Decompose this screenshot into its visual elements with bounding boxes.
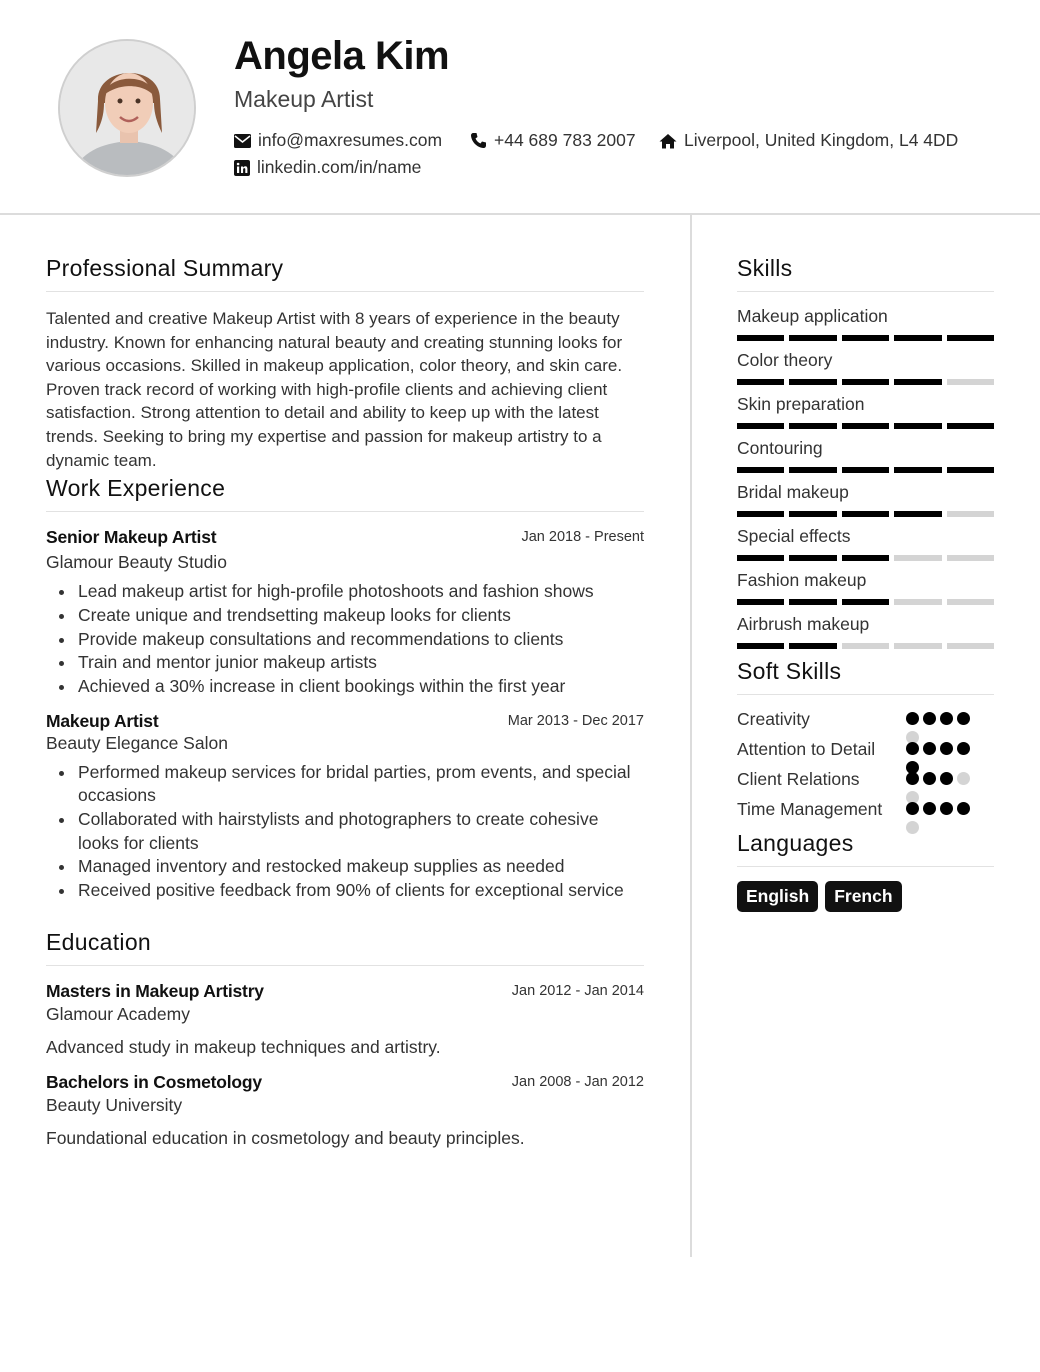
job-bullet: Create unique and trendsetting makeup looks for clients xyxy=(46,604,644,628)
rating-dot xyxy=(923,742,936,755)
skill-item xyxy=(737,350,994,385)
job-entry xyxy=(46,527,644,699)
skill-level-segment xyxy=(894,423,941,429)
education-description: Advanced study in makeup techniques and artistry. xyxy=(46,1036,441,1057)
job-bullets xyxy=(46,761,644,903)
rating-dot xyxy=(957,802,970,815)
rating-dot xyxy=(923,712,936,725)
language-badge: French xyxy=(825,881,901,912)
education-degree: Masters in Makeup Artistry xyxy=(46,980,264,1001)
skill-level-segment xyxy=(737,555,784,561)
skill-level-segment xyxy=(789,511,836,517)
candidate-title: Makeup Artist xyxy=(234,86,374,112)
skill-name: Fashion makeup xyxy=(737,570,867,590)
skill-level-segment xyxy=(789,599,836,605)
job-date: Jan 2018 - Present xyxy=(521,529,644,546)
job-title: Senior Makeup Artist xyxy=(46,527,217,548)
skill-level-segment xyxy=(737,423,784,429)
skill-level-segment xyxy=(947,511,994,517)
skill-item xyxy=(737,526,994,561)
rating-dot xyxy=(957,772,970,785)
skill-item xyxy=(737,438,994,473)
skill-level-segment xyxy=(842,335,889,341)
skill-item xyxy=(737,570,994,605)
skill-name: Makeup application xyxy=(737,306,888,326)
skill-level-bar xyxy=(737,467,994,473)
phone-icon xyxy=(470,132,487,149)
language-badge: English xyxy=(737,881,818,912)
skill-level-segment xyxy=(894,335,941,341)
resume-header xyxy=(0,0,1040,215)
rating-dot xyxy=(940,742,953,755)
soft-skills-heading: Soft Skills xyxy=(737,658,994,695)
skill-name: Contouring xyxy=(737,438,823,458)
education-school: Glamour Academy xyxy=(46,1003,190,1024)
job-bullet: Received positive feedback from 90% of clients for exceptional service xyxy=(46,879,644,903)
languages-heading: Languages xyxy=(737,830,994,867)
rating-dot xyxy=(957,712,970,725)
soft-skill-name: Creativity xyxy=(737,709,810,729)
envelope-icon xyxy=(234,134,251,148)
skill-level-segment xyxy=(789,555,836,561)
rating-dot xyxy=(906,772,919,785)
skill-level-bar xyxy=(737,423,994,429)
column-divider xyxy=(690,215,692,1257)
job-bullet: Lead makeup artist for high-profile photoshoots and fashion shows xyxy=(46,580,644,604)
skill-level-segment xyxy=(842,555,889,561)
soft-skill-item xyxy=(737,797,994,821)
contact-linkedin[interactable] xyxy=(234,157,421,178)
education-entry xyxy=(46,1072,644,1149)
job-title: Makeup Artist xyxy=(46,710,159,731)
rating-dot xyxy=(906,712,919,725)
rating-dot xyxy=(923,802,936,815)
skill-level-segment xyxy=(842,643,889,649)
summary-text: Talented and creative Makeup Artist with 8 years of experience in the beauty industry. Known for enhancing natural beauty and creating stunning looks for various occasions. Skilled in makeup application, color theory, and skin care. Proven track record of working with high-profile clients and achieving client satisfaction. Strong attention to detail and ability to keep up with the latest trends. Seeking to bring my expertise and passion for makeup artistry to a dynamic team. xyxy=(46,309,623,470)
contact-location xyxy=(659,130,958,151)
skill-level-segment xyxy=(737,379,784,385)
education-degree: Bachelors in Cosmetology xyxy=(46,1071,262,1092)
education-date: Jan 2012 - Jan 2014 xyxy=(511,982,644,999)
job-bullet: Provide makeup consultations and recommendations to clients xyxy=(46,628,644,652)
skill-level-segment xyxy=(737,643,784,649)
skill-level-segment xyxy=(842,467,889,473)
skill-name: Special effects xyxy=(737,526,851,546)
rating-dot xyxy=(923,772,936,785)
soft-skill-name: Attention to Detail xyxy=(737,739,876,759)
candidate-name: Angela Kim xyxy=(234,34,450,78)
home-icon xyxy=(659,133,677,149)
skill-level-segment xyxy=(947,379,994,385)
education-entry xyxy=(46,981,644,1058)
skill-level-segment xyxy=(789,335,836,341)
skill-level-segment xyxy=(842,379,889,385)
skill-level-segment xyxy=(894,467,941,473)
skill-level-segment xyxy=(789,643,836,649)
skill-level-segment xyxy=(789,423,836,429)
skill-name: Bridal makeup xyxy=(737,482,849,502)
skill-name: Airbrush makeup xyxy=(737,614,870,634)
rating-dot xyxy=(906,802,919,815)
skill-item xyxy=(737,614,994,649)
job-date: Mar 2013 - Dec 2017 xyxy=(507,712,644,729)
skill-level-segment xyxy=(842,599,889,605)
skill-item xyxy=(737,394,994,429)
skill-level-segment xyxy=(894,511,941,517)
skill-level-segment xyxy=(947,643,994,649)
skill-level-segment xyxy=(737,467,784,473)
skill-level-bar xyxy=(737,599,994,605)
soft-skill-rating xyxy=(906,802,982,834)
skill-level-segment xyxy=(737,335,784,341)
contact-phone-text: +44 689 783 2007 xyxy=(494,130,636,150)
soft-skill-name: Client Relations xyxy=(737,769,860,789)
soft-skill-item xyxy=(737,737,994,761)
education-school: Beauty University xyxy=(46,1094,183,1115)
rating-dot xyxy=(906,742,919,755)
skill-item xyxy=(737,306,994,341)
job-bullet: Collaborated with hairstylists and photographers to create cohesive looks for clients xyxy=(46,808,644,855)
skill-level-bar xyxy=(737,335,994,341)
experience-heading: Work Experience xyxy=(46,475,644,512)
skill-level-segment xyxy=(842,423,889,429)
skill-level-segment xyxy=(947,335,994,341)
job-bullets xyxy=(46,580,644,699)
job-company: Glamour Beauty Studio xyxy=(46,552,227,573)
skill-name: Skin preparation xyxy=(737,394,865,414)
skill-level-bar xyxy=(737,379,994,385)
languages-list xyxy=(737,881,994,912)
job-bullet: Managed inventory and restocked makeup supplies as needed xyxy=(46,855,644,879)
contact-linkedin-text: linkedin.com/in/name xyxy=(257,157,422,177)
skill-level-segment xyxy=(894,599,941,605)
rating-dot xyxy=(940,802,953,815)
skill-level-segment xyxy=(894,379,941,385)
skill-item xyxy=(737,482,994,517)
job-entry xyxy=(46,711,644,903)
skill-level-segment xyxy=(894,643,941,649)
skill-level-segment xyxy=(947,555,994,561)
skill-level-segment xyxy=(947,423,994,429)
soft-skill-item xyxy=(737,767,994,791)
education-heading: Education xyxy=(46,929,644,966)
rating-dot xyxy=(940,712,953,725)
skill-level-segment xyxy=(842,511,889,517)
rating-dot xyxy=(957,742,970,755)
job-bullet: Performed makeup services for bridal parties, prom events, and special occasions xyxy=(46,761,644,808)
education-date: Jan 2008 - Jan 2012 xyxy=(511,1073,644,1090)
soft-skills-list xyxy=(737,707,994,821)
rating-dot xyxy=(940,772,953,785)
skill-level-segment xyxy=(789,379,836,385)
skill-level-bar xyxy=(737,643,994,649)
contact-phone[interactable] xyxy=(470,130,636,151)
skill-level-segment xyxy=(894,555,941,561)
skills-heading: Skills xyxy=(737,255,994,292)
skill-level-bar xyxy=(737,555,994,561)
job-company: Beauty Elegance Salon xyxy=(46,732,228,753)
skill-level-segment xyxy=(947,599,994,605)
job-bullet: Achieved a 30% increase in client bookings within the first year xyxy=(46,675,644,699)
linkedin-icon xyxy=(234,160,250,176)
job-bullet: Train and mentor junior makeup artists xyxy=(46,651,644,675)
education-description: Foundational education in cosmetology and beauty principles. xyxy=(46,1127,525,1148)
soft-skill-item xyxy=(737,707,994,731)
profile-photo xyxy=(58,39,196,177)
contact-email-text: info@maxresumes.com xyxy=(258,130,443,150)
skill-level-bar xyxy=(737,511,994,517)
skill-name: Color theory xyxy=(737,350,833,370)
skill-level-segment xyxy=(737,511,784,517)
soft-skill-name: Time Management xyxy=(737,799,883,819)
skill-level-segment xyxy=(789,467,836,473)
rating-dot xyxy=(906,821,919,834)
skill-level-segment xyxy=(737,599,784,605)
skill-level-segment xyxy=(947,467,994,473)
sidebar-column xyxy=(737,255,994,912)
summary-heading: Professional Summary xyxy=(46,255,644,292)
contact-location-text: Liverpool, United Kingdom, L4 4DD xyxy=(684,130,959,150)
skills-list xyxy=(737,306,994,649)
main-column xyxy=(46,255,644,1149)
contact-email[interactable] xyxy=(234,130,442,151)
